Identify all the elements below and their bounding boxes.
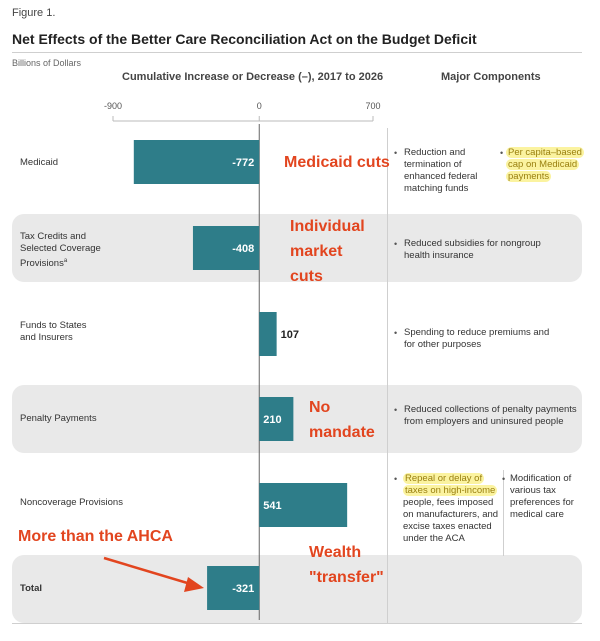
- bullet-icon: •: [394, 328, 398, 338]
- component-noncoverage: [403, 473, 498, 545]
- component-funds: [404, 327, 549, 351]
- bullet-icon: •: [394, 474, 398, 484]
- component-line: enhanced federal: [404, 171, 478, 182]
- row-label-total: Total: [20, 583, 42, 594]
- annotation-arrow-head: [184, 577, 204, 592]
- annotation-line: mandate: [309, 424, 375, 441]
- row-label-line: Selected Coverage: [20, 243, 101, 254]
- component-line: various tax: [510, 485, 556, 496]
- component-line: medical care: [510, 509, 564, 520]
- component-line: health insurance: [404, 250, 474, 261]
- row-label-line: Tax Credits and: [20, 231, 87, 242]
- component-line: Reduced subsidies for nongroup: [404, 238, 541, 249]
- row-label-funds: [20, 320, 130, 344]
- tick-label: -900: [103, 101, 123, 111]
- annotation-line: Wealth: [309, 544, 362, 561]
- bar-value-label: -408: [232, 243, 255, 255]
- component-line: for other purposes: [404, 339, 482, 350]
- units-label: Billions of Dollars: [12, 58, 82, 68]
- component-medicaid-highlight: [506, 147, 584, 183]
- component-line: under the ACA: [403, 533, 465, 544]
- component-line: Spending to reduce premiums and: [404, 327, 550, 338]
- axis-title: Cumulative Increase or Decrease (–), 2017 to 2026: [122, 71, 384, 83]
- annotation-line: market: [290, 243, 343, 260]
- bullet-icon: •: [394, 405, 398, 415]
- row-label-line: Funds to States: [20, 320, 87, 331]
- row-label-line: Provisions: [20, 258, 64, 270]
- component-line: Reduced collections of penalty payments: [404, 404, 577, 415]
- highlight-line: Per capita–based: [508, 147, 582, 158]
- annotation-arrow-shaft: [104, 558, 194, 585]
- bar-value-label: -321: [232, 583, 255, 595]
- components-header: Major Components: [441, 71, 541, 83]
- highlight-line: Repeal or delay of: [405, 473, 483, 484]
- annotation-line: No: [309, 399, 331, 416]
- bullet-icon: •: [502, 474, 506, 484]
- component-noncoverage-2: [510, 473, 574, 521]
- bar-value-label: 107: [280, 329, 299, 341]
- row-label-penalty: Penalty Payments: [20, 413, 97, 424]
- component-tax-credits: [404, 238, 541, 262]
- component-line: excise taxes enacted: [403, 521, 492, 532]
- component-line: preferences for: [510, 497, 574, 508]
- highlight-line: payments: [508, 171, 550, 182]
- component-line: on manufacturers, and: [403, 509, 499, 520]
- annotation-no-mandate: [309, 395, 375, 445]
- row-label-medicaid: Medicaid: [20, 157, 59, 168]
- bullet-icon: •: [500, 148, 504, 158]
- annotation-line: Individual: [290, 218, 365, 235]
- tick-label: 0: [256, 101, 262, 111]
- bar-2: [259, 312, 276, 356]
- annotation-line: cuts: [290, 268, 323, 285]
- component-medicaid: [404, 147, 477, 195]
- annotation-line: "transfer": [309, 569, 384, 586]
- bar-value-label: -772: [232, 157, 255, 169]
- row-label-noncoverage: Noncoverage Provisions: [20, 497, 123, 508]
- annotation-medicaid-cuts: Medicaid cuts: [284, 154, 390, 171]
- component-penalty: [404, 404, 577, 428]
- figure-label: Figure 1.: [12, 7, 56, 19]
- bullet-icon: •: [394, 148, 398, 158]
- highlight-line: taxes on high-income: [405, 485, 496, 496]
- component-line: termination of: [404, 159, 462, 170]
- component-line: matching funds: [404, 183, 469, 194]
- bullet-icon: •: [394, 239, 398, 249]
- tick-label: 700: [365, 101, 381, 111]
- component-line: people, fees imposed: [403, 497, 494, 508]
- bar-value-label: 541: [263, 500, 282, 512]
- annotation-wealth-transfer: [309, 540, 384, 590]
- component-line: from employers and uninsured people: [404, 416, 564, 427]
- footnote-marker: a: [63, 258, 68, 264]
- component-line: Reduction and: [404, 147, 466, 158]
- row-label-tax-credits: [20, 231, 130, 270]
- annotation-more-than-ahca: More than the AHCA: [18, 528, 173, 545]
- row-label-line: and Insurers: [20, 332, 73, 343]
- highlight-line: cap on Medicaid: [508, 159, 578, 170]
- chart-title: Net Effects of the Better Care Reconciliation Act on the Budget Deficit: [12, 31, 477, 47]
- annotation-individual-market: [290, 214, 365, 289]
- component-line: Modification of: [510, 473, 572, 484]
- bar-value-label: 210: [263, 414, 282, 426]
